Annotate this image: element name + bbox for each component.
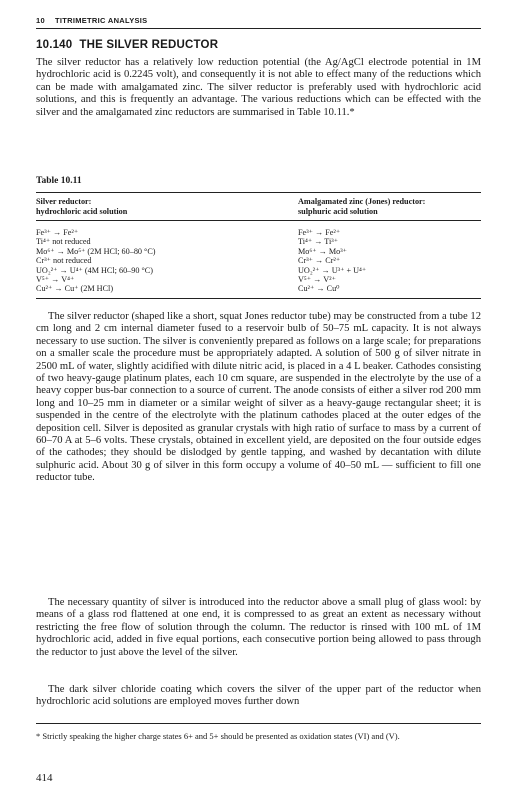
table-col2-header — [298, 197, 425, 217]
table-col1-header-line2: hydrochloric acid solution — [36, 207, 128, 216]
intro-paragraph: The silver reductor has a relatively low reduction potential (the Ag/AgCl electrode potential in 1M hydrochloric acid is 0.2245 volt), and consequently it is not able to effect many of the reductions which can be made with amalgamated zinc. The silver reductor is preferably used with hydrochloric acid solutions, and this is frequently an advantage. The various reductions which can be effected with the silver and the amalgamated zinc reductors are summarised in Table 10.11.* — [36, 57, 481, 118]
table-row-col1: V⁵⁺ → V⁴⁺ — [36, 275, 75, 284]
footnote-rule — [36, 723, 481, 724]
section-title: THE SILVER REDUCTOR — [79, 39, 219, 51]
page-number: 414 — [36, 772, 53, 784]
table-row-col2: UO₂²⁺ → U³⁺ + U⁴⁺ — [298, 265, 367, 275]
header-rule — [36, 28, 481, 29]
table-row-col2: V⁵⁺ → V²⁺ — [298, 275, 336, 284]
running-head-page: 10 — [36, 16, 45, 25]
table-col2-header-line1: Amalgamated zinc (Jones) reductor: — [298, 197, 426, 206]
table-col1-header — [36, 197, 127, 217]
body-paragraph-2: The necessary quantity of silver is introduced into the reductor above a small plug of glass wool: by means of a glass rod flattened at one end, it is compressed to as great an extent as necessary without restricting the free flow of solution through the column. The reductor is rinsed with 100 mL of 1M hydrochloric acid, added in five equal portions, each consecutive portion being allowed to pass through the reductor to just above the level of the silver. — [36, 597, 481, 658]
table-top-rule — [36, 192, 481, 193]
table-bottom-rule — [36, 298, 481, 299]
table-title: Table 10.11 — [36, 176, 82, 186]
table-row-col2: Fe³⁺ → Fe²⁺ — [298, 228, 341, 237]
body-paragraph-3: The dark silver chloride coating which covers the silver of the upper part of the reductor when hydrochloric acid solutions are employed moves further down — [36, 684, 481, 708]
table-row-col1: Cr³⁺ not reduced — [36, 256, 92, 266]
running-head — [36, 16, 158, 25]
table-row-col1: Ti⁴⁺ not reduced — [36, 237, 91, 247]
section-heading — [36, 39, 218, 51]
body-paragraph-1: The silver reductor (shaped like a short, squat Jones reductor tube) may be constructed from a tube 12 cm long and 2 cm internal diameter fused to a reservoir bulb of 50–75 mL capacity. It is not always necessary to use suction. The silver is conveniently prepared as follows on a large scale; for preparations on a smaller scale the procedure must be appropriately adapted. A solution of 500 g of silver nitrate in 2500 mL of water, slightly acidified with dilute nitric acid, is placed in a 4 L beaker. Cathodes consisting of two heavy-gauge platinum plates, each 10 cm square, are suspended in the electrolyte by the use of a heavy copper bus-bar connection to a source of current. The anode consists of either a silver rod 200 mm long and 10–25 mm in diameter or a similar weight of silver as a heavy-gauge rectangular sheet; it is suspended in the centre of the electrolyte with the platinum cathodes placed at the outer edges of the deposition cell. Silver is deposited as granular crystals with high ratio of surface to mass by a current of 60–70 A at 5–6 volts. These crystals, obtained in excellent yield, are deposited on the four outside edges of the cathodes; they should be dislodged by gentle tapping, and washed by decantation with dilute sulphuric acid. About 30 g of silver in this form occupy a volume of 40–50 mL — sufficient to fill one reductor tube. — [36, 311, 481, 484]
table-row-col2: Cu²⁺ → Cu⁰ — [298, 284, 340, 294]
table-row-col1: Cu²⁺ → Cu⁺ (2M HCl) — [36, 284, 114, 294]
table-row-col2: Ti⁴⁺ → Ti³⁺ — [298, 237, 339, 247]
table-row-col1: UO₂²⁺ → U⁴⁺ (4M HCl; 60–90 °C) — [36, 265, 153, 275]
footnote: * Strictly speaking the higher charge states 6+ and 5+ should be presented as oxidation states (VI) and (V). — [36, 731, 400, 741]
table-col2-header-line2: sulphuric acid solution — [298, 207, 378, 216]
section-number: 10.140 — [36, 39, 73, 51]
table-row-col1: Fe³⁺ → Fe²⁺ — [36, 228, 79, 237]
table-header-rule — [36, 220, 481, 221]
book-page — [36, 0, 481, 800]
table-row-col2: Mo⁶⁺ → Mo³⁺ — [298, 246, 347, 256]
running-head-title: TITRIMETRIC ANALYSIS — [54, 16, 148, 25]
table-row-col2: Cr³⁺ → Cr²⁺ — [298, 256, 341, 266]
table-row-col1: Mo⁶⁺ → Mo⁵⁺ (2M HCl; 60–80 °C) — [36, 246, 156, 256]
table-col1-header-line1: Silver reductor: — [36, 197, 92, 206]
